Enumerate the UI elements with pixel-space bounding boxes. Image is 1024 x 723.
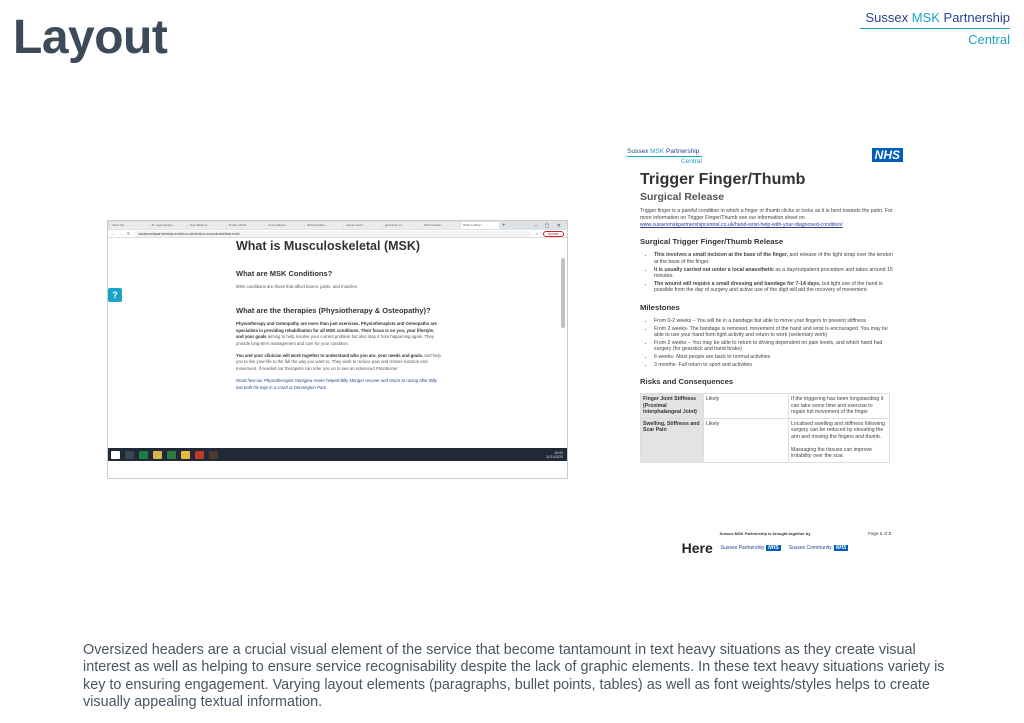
doc-logo-line2: Central bbox=[681, 158, 702, 165]
page-total: 2 bbox=[888, 531, 891, 536]
doc-intro-text: Trigger finger is a painful condition in which a finger or thumb clicks or locks as it is bent towards the palm. For more information on Trigger Finger/Thumb see our information sheet on bbox=[640, 208, 893, 221]
tray-time: 15:03 bbox=[554, 450, 563, 455]
paragraph-conditions: MSK conditions are those that affect bones, joints, and muscles. bbox=[236, 284, 358, 289]
risk-detail-text: If the triggering has been longstanding it can take some time and exercise to regain full movement of the finger bbox=[791, 396, 884, 416]
doc-logo-sussex: Sussex bbox=[627, 148, 651, 155]
windows-taskbar bbox=[108, 448, 567, 461]
app-icon[interactable] bbox=[167, 451, 176, 459]
sussex-community-logo bbox=[789, 545, 849, 551]
logo-partnership: Partnership bbox=[939, 10, 1010, 25]
heading-milestones: Milestones bbox=[640, 302, 680, 312]
clinician-rest: and help you to live your life to the full the way you want to. They work to reduce pain and restore function and movement. If needed our therapists can refer you on to see an Advanced Practitioner. bbox=[236, 353, 441, 371]
doc-intro bbox=[640, 208, 895, 228]
new-tab-button[interactable]: + bbox=[502, 222, 506, 229]
list-item: • From 2 weeks- The bandage is removed, movement of the hand and wrist is encouraged. You may be able to use your hand form light activity and return to work (sedentary work) bbox=[654, 326, 895, 339]
doc-body bbox=[640, 208, 895, 463]
caption-paragraph: Oversized headers are a crucial visual element of the service that become tantamount in text heavy situations as they create visual interest as well as helping to ensure service recognisability despite the lack of graphic elements. In these text heavy situations variety is key to ensuring engagement. Varying layout elements (paragraphs, bullet points, tables) as well as font weights/styles helps to create visually appealing textual information. bbox=[83, 642, 945, 710]
risk-likelihood: Likely bbox=[704, 394, 789, 419]
slide-title: Layout bbox=[13, 11, 168, 64]
start-icon[interactable] bbox=[111, 451, 120, 459]
list-item bbox=[654, 267, 895, 280]
brand-logo bbox=[860, 10, 1010, 47]
browser-tab[interactable]: First Contact ... bbox=[422, 222, 460, 229]
logo-rule bbox=[860, 28, 1010, 29]
heading-risks: Risks and Consequences bbox=[640, 377, 734, 387]
release-rest: but light use of the hand is possible from the day of surgery and active use of the digit will aid the recovery of movement. bbox=[654, 280, 883, 294]
risk-likelihood: Likely bbox=[704, 418, 789, 462]
back-icon[interactable]: ← bbox=[111, 231, 115, 236]
browser-tab[interactable]: How Much Is ... bbox=[188, 222, 226, 229]
browser-tab[interactable]: Email - RCSI bbox=[227, 222, 265, 229]
table-row bbox=[641, 394, 890, 419]
address-bar bbox=[108, 230, 567, 238]
scrollbar[interactable] bbox=[561, 258, 565, 328]
risk-name: Swelling, Stiffness and Scar Pain bbox=[641, 418, 704, 462]
risk-detail-text: Localised swelling and stiffness following surgery can be reduced by elevating the arm and moving the fingers and thumb. bbox=[791, 420, 885, 441]
browser-tab-active[interactable]: What is Musc... bbox=[461, 222, 499, 229]
logo-msk: MSK bbox=[911, 10, 940, 25]
browser-tab[interactable]: Inbox (3) - ... bbox=[110, 222, 148, 229]
browser-tab[interactable]: J/L Logo Design ... bbox=[149, 222, 187, 229]
doc-intro-link[interactable]: www.sussexmskpartnershipcentral.co.uk/hand-wrist-help-with-your-diagnosed-condition/ bbox=[640, 221, 843, 228]
doc-subtitle: Surgical Release bbox=[640, 191, 725, 203]
page-current: 1 bbox=[879, 531, 883, 536]
clinician-bold: You and your clinician will work together to understand who you are, your needs and goals, bbox=[236, 353, 424, 359]
here-logo: Here bbox=[681, 540, 713, 556]
release-rest: as a day/outpatient procedure and takes around 15 minutes. bbox=[654, 266, 893, 280]
risk-detail bbox=[789, 394, 890, 419]
risk-detail bbox=[789, 418, 890, 462]
footer-by: Sussex MSK Partnership is brought together by bbox=[719, 531, 811, 536]
therapies-bold: Physiotherapy and Osteopathy are more than just exercises. Physiotherapists and Osteopaths are specialists in providing rehabilitation for all MSK conditions. Their focus is on you, your lifestyle, and your goals bbox=[236, 321, 437, 340]
browser-screenshot bbox=[107, 220, 568, 479]
page-number bbox=[868, 531, 891, 536]
logo-sussex: Sussex bbox=[865, 10, 912, 25]
sussex-partnership-logo bbox=[721, 545, 781, 551]
update-button[interactable]: Update bbox=[543, 231, 564, 237]
doc-logo bbox=[627, 148, 702, 165]
partner-community-name: Sussex Community bbox=[788, 545, 832, 551]
paragraph-clinician bbox=[236, 353, 441, 372]
milestones-list bbox=[654, 318, 895, 368]
list-item: • 3 months- Full return to sport and activities bbox=[654, 362, 895, 369]
task-view-icon[interactable] bbox=[125, 451, 134, 459]
release-bold: This involves a small incision at the base of the finger, bbox=[654, 252, 789, 259]
app-icon[interactable] bbox=[195, 451, 204, 459]
list-item: • 6 weeks- Most people are back to normal activities bbox=[654, 354, 895, 361]
list-item bbox=[654, 252, 895, 265]
window-controls[interactable]: – ▢ ✕ bbox=[534, 222, 564, 229]
heading-release: Surgical Trigger Finger/Thumb Release bbox=[640, 237, 784, 247]
table-row bbox=[641, 418, 890, 462]
page-label: Page bbox=[867, 531, 880, 536]
story-link[interactable]: Read how our Physiotherapist Georgina Horler helped Billy Monger recover and return to racing after Billy lost both his legs in a crash at Donnington Park. bbox=[236, 378, 437, 390]
nhs-logo: NHS bbox=[872, 148, 903, 162]
release-bold: The wound will require a small dressing and bandage for 7-14 days, bbox=[654, 280, 821, 287]
forward-icon[interactable]: → bbox=[119, 231, 123, 236]
browser-tab[interactable]: geometric pr... bbox=[383, 222, 421, 229]
doc-logo-partnership: Partnership bbox=[664, 148, 700, 155]
risks-table bbox=[640, 393, 890, 463]
release-rest: and release of the tight strap over the tendon at the base of the finger. bbox=[654, 252, 893, 265]
excel-icon[interactable] bbox=[139, 451, 148, 459]
heading-therapies: What are the therapies (Physiotherapy & Osteopathy)? bbox=[236, 306, 431, 316]
system-tray[interactable] bbox=[546, 451, 567, 459]
doc-logo-msk: MSK bbox=[650, 148, 665, 155]
doc-title: Trigger Finger/Thumb bbox=[640, 171, 806, 188]
web-page-content bbox=[108, 238, 567, 461]
doc-logo-line1 bbox=[627, 148, 702, 155]
paragraph-therapies bbox=[236, 321, 441, 347]
tray-date: 11/11/2020 bbox=[546, 454, 563, 459]
partner-sussex-name: Sussex Partnership bbox=[720, 545, 765, 551]
nhs-badge: NHS bbox=[768, 545, 779, 551]
list-item bbox=[654, 281, 895, 294]
risk-name: Finger Joint Stiffness (Proximal Interphalangeal Joint) bbox=[641, 394, 704, 419]
browser-tab[interactable]: NHS Funded ... bbox=[305, 222, 343, 229]
folder-icon[interactable] bbox=[153, 451, 162, 459]
document-page bbox=[625, 145, 905, 565]
list-item: • From 0-2 weeks – You will be in a bandage but able to move your fingers to prevent stiffness bbox=[654, 318, 895, 325]
logo-line2: Central bbox=[968, 32, 1010, 47]
star-icon[interactable]: ☆ bbox=[535, 231, 539, 236]
help-icon[interactable]: ? bbox=[108, 288, 122, 302]
browser-tab[interactable]: Latest report ... bbox=[344, 222, 382, 229]
therapies-rest: aiming to help resolve your current problem but also stop it from happening again. They provide long-term management and care for your condition. bbox=[236, 334, 434, 346]
release-bold: It is usually carried out under a local anaesthetic bbox=[654, 266, 774, 273]
list-item: • From 2 weeks – You may be able to return to driving dependent on pain levels, and which hand had surgery (for gearstick and hand brake) bbox=[654, 340, 895, 353]
article-title: What is Musculoskeletal (MSK) bbox=[236, 239, 421, 253]
illustrator-icon[interactable] bbox=[209, 451, 218, 459]
logo-line1 bbox=[860, 10, 1010, 25]
partner-logos bbox=[625, 540, 905, 556]
browser-tab[interactable]: Core Industry ... bbox=[266, 222, 304, 229]
url-field[interactable]: sussexmskpartnershipcentral.co.uk/what-is-musculoskeletal-msk/ bbox=[134, 231, 531, 237]
article bbox=[236, 240, 441, 391]
doc-logo-rule bbox=[627, 156, 702, 157]
heading-conditions: What are MSK Conditions? bbox=[236, 269, 333, 278]
chrome-icon[interactable] bbox=[181, 451, 190, 459]
browser-tab-strip bbox=[108, 221, 567, 230]
risk-detail-text: Massaging the tissues can improve irritability over the scar. bbox=[791, 446, 873, 460]
doc-footer bbox=[625, 531, 905, 556]
reload-icon[interactable]: ↻ bbox=[127, 231, 131, 236]
page-of: of bbox=[882, 531, 889, 536]
nhs-badge: NHS bbox=[835, 545, 847, 551]
release-list bbox=[654, 252, 895, 294]
